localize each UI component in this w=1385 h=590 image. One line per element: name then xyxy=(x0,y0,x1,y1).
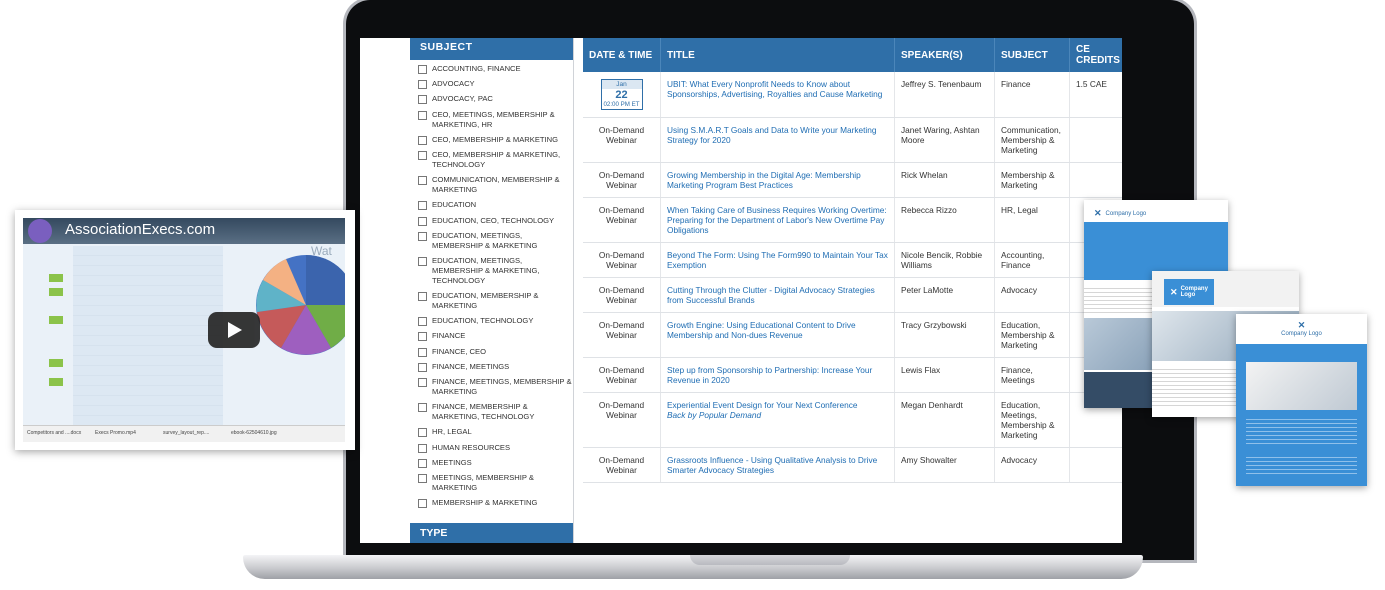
checkbox-icon[interactable] xyxy=(418,292,427,301)
subject-filter-label: EDUCATION, MEETINGS, MEMBERSHIP & MARKETING, TECHNOLOGY xyxy=(432,255,540,285)
title-cell xyxy=(661,448,895,482)
company-logo-icon: ✕ xyxy=(1170,286,1178,297)
checkbox-icon[interactable] xyxy=(418,176,427,185)
title-cell xyxy=(661,118,895,162)
company-logo-icon: ✕ xyxy=(1094,208,1102,218)
subject-filter-label: HR, LEGAL xyxy=(432,427,472,437)
subject-filter-list xyxy=(410,60,573,508)
header-ce-credits[interactable]: CE CREDITS xyxy=(1076,44,1120,66)
subject-filter-label: FINANCE, MEMBERSHIP & MARKETING, TECHNOLOGY xyxy=(432,402,535,422)
subject-filter-label: FINANCE, CEO xyxy=(432,346,487,356)
subject-filter-item[interactable] xyxy=(418,216,573,226)
green-arrow-icon xyxy=(49,288,63,296)
title-cell xyxy=(661,278,895,312)
email-text-block xyxy=(1246,416,1357,446)
title-cell xyxy=(661,393,895,447)
subject-cell: Communication, Membership & Marketing xyxy=(995,118,1070,162)
table-row xyxy=(583,163,1122,198)
webinar-title-link[interactable]: Cutting Through the Clutter - Digital Advocacy Strategies from Successful Brands xyxy=(667,285,875,305)
subject-filter-item[interactable] xyxy=(418,79,573,89)
date-cell: On-Demand Webinar xyxy=(583,278,661,312)
subject-filter-item[interactable] xyxy=(418,458,573,468)
speakers-cell: Megan Denhardt xyxy=(895,393,995,447)
date-cell: On-Demand Webinar xyxy=(583,313,661,357)
subject-filter-item[interactable] xyxy=(418,427,573,437)
table-row xyxy=(583,278,1122,313)
subject-filter-item[interactable] xyxy=(418,94,573,104)
company-logo-text: Company Logo xyxy=(1281,331,1322,337)
table-row xyxy=(583,243,1122,278)
subject-filter-label: ACCOUNTING, FINANCE xyxy=(432,64,521,73)
checkbox-icon[interactable] xyxy=(418,332,427,341)
subject-filter-label: MEMBERSHIP & MARKETING xyxy=(432,498,538,508)
subject-cell: Membership & Marketing xyxy=(995,163,1070,197)
date-cell: On-Demand Webinar xyxy=(583,358,661,392)
email-footer xyxy=(1246,454,1357,476)
webinar-title-link[interactable]: Step up from Sponsorship to Partnership: Increase Your Revenue in 2020 xyxy=(667,365,873,385)
table-header xyxy=(583,38,1122,72)
header-speakers[interactable]: SPEAKER(S) xyxy=(895,38,995,72)
email-template-3 xyxy=(1236,314,1367,486)
spreadsheet-row xyxy=(73,286,223,296)
subject-filter-item[interactable] xyxy=(418,362,573,372)
subject-filter-item[interactable] xyxy=(418,347,573,357)
speakers-cell: Nicole Bencik, Robbie Williams xyxy=(895,243,995,277)
company-logo-text: Company Logo xyxy=(1105,210,1147,217)
checkbox-icon[interactable] xyxy=(418,363,427,372)
checkbox-icon[interactable] xyxy=(418,217,427,226)
credits-cell xyxy=(1070,163,1122,197)
subject-cell: Education, Membership & Marketing xyxy=(995,313,1070,357)
speakers-cell: Peter LaMotte xyxy=(895,278,995,312)
speakers-cell: Amy Showalter xyxy=(895,448,995,482)
green-arrow-icon xyxy=(49,359,63,367)
webinar-title-link[interactable]: Beyond The Form: Using The Form990 to Maintain Your Tax Exemption xyxy=(667,250,888,270)
company-logo-icon: ✕ xyxy=(1297,320,1306,330)
spreadsheet-row xyxy=(73,256,223,266)
green-arrow-icon xyxy=(49,316,63,324)
subject-filter-item[interactable] xyxy=(418,175,573,195)
title-cell xyxy=(661,72,895,117)
checkbox-icon[interactable] xyxy=(418,499,427,508)
date-cell: On-Demand Webinar xyxy=(583,243,661,277)
subject-filter-item[interactable] xyxy=(418,231,573,251)
webinar-title-link[interactable]: Grassroots Influence - Using Qualitative Analysis to Drive Smarter Advocacy Strategies xyxy=(667,455,878,475)
subject-filter-label: CEO, MEMBERSHIP & MARKETING xyxy=(432,134,559,144)
date-cell: On-Demand Webinar xyxy=(583,163,661,197)
spreadsheet-row xyxy=(73,296,223,306)
spreadsheet-row xyxy=(73,276,223,286)
checkbox-icon[interactable] xyxy=(418,403,427,412)
subject-filter-label: ADVOCACY xyxy=(432,79,475,89)
taskbar-file-item[interactable]: ebook-62504610.jpg xyxy=(231,430,277,436)
calendar-icon xyxy=(601,79,643,110)
header-title[interactable]: TITLE xyxy=(661,38,895,72)
subject-filter-sidebar xyxy=(410,38,574,543)
subject-filter-label: EDUCATION, CEO, TECHNOLOGY xyxy=(432,215,555,225)
green-arrow-icon xyxy=(49,274,63,282)
speakers-cell: Jeffrey S. Tenenbaum xyxy=(895,72,995,117)
checkbox-icon[interactable] xyxy=(418,201,427,210)
calendar-time: 02:00 PM ET xyxy=(603,101,640,108)
webinar-subtitle[interactable]: Back by Popular Demand xyxy=(667,410,762,420)
subject-filter-item[interactable] xyxy=(418,135,573,145)
table-row xyxy=(583,198,1122,243)
table-row xyxy=(583,72,1122,118)
subject-filter-item[interactable] xyxy=(418,64,573,74)
title-cell xyxy=(661,163,895,197)
webinar-title-link[interactable]: Growth Engine: Using Educational Content to Drive Membership and Non-dues Revenue xyxy=(667,320,856,340)
checkbox-icon[interactable] xyxy=(418,459,427,468)
table-row xyxy=(583,448,1122,483)
subject-filter-item[interactable] xyxy=(418,377,573,397)
video-preview-card xyxy=(15,210,355,450)
table-row xyxy=(583,358,1122,393)
email-photo xyxy=(1246,362,1357,410)
subject-filter-item[interactable] xyxy=(418,402,573,422)
subject-filter-heading: SUBJECT xyxy=(410,38,573,60)
spreadsheet-row xyxy=(73,316,223,326)
spreadsheet-row xyxy=(73,306,223,316)
laptop-screen xyxy=(360,38,1122,543)
subject-filter-item[interactable] xyxy=(418,110,573,130)
checkbox-icon[interactable] xyxy=(418,257,427,266)
subject-filter-label: FINANCE, MEETINGS, MEMBERSHIP & MARKETING xyxy=(432,377,572,396)
logo-line-1: Company xyxy=(1180,286,1208,292)
subject-filter-item[interactable] xyxy=(418,498,573,508)
spreadsheet-row xyxy=(73,336,223,346)
subject-cell: Accounting, Finance xyxy=(995,243,1070,277)
taskbar-file-item[interactable]: Competitors and ....docx xyxy=(27,430,82,436)
taskbar-file-item[interactable]: survey_layout_rep.... xyxy=(163,430,210,436)
green-arrow-icon xyxy=(49,378,63,386)
checkbox-icon[interactable] xyxy=(418,111,427,120)
subject-filter-item[interactable] xyxy=(418,443,573,453)
taskbar-file-item[interactable]: Execs Promo.mp4 xyxy=(95,430,136,436)
checkbox-icon[interactable] xyxy=(418,378,427,387)
checkbox-icon[interactable] xyxy=(418,348,427,357)
webinar-title-link[interactable]: Using S.M.A.R.T Goals and Data to Write your Marketing Strategy for 2020 xyxy=(667,125,877,145)
subject-filter-label: CEO, MEETINGS, MEMBERSHIP & MARKETING, HR xyxy=(432,109,555,129)
subject-filter-item[interactable] xyxy=(418,150,573,170)
spreadsheet-row xyxy=(73,356,223,366)
subject-filter-label: MEETINGS xyxy=(432,457,472,467)
email-logo-block xyxy=(1164,279,1214,305)
subject-filter-item[interactable] xyxy=(418,331,573,341)
subject-filter-label: COMMUNICATION, MEMBERSHIP & MARKETING xyxy=(432,175,560,195)
table-row xyxy=(583,118,1122,163)
pie-chart-graphic xyxy=(251,250,345,360)
subject-filter-label: EDUCATION, MEETINGS, MEMBERSHIP & MARKETING xyxy=(432,230,538,250)
credits-cell xyxy=(1070,448,1122,482)
subject-filter-label: FINANCE, MEETINGS xyxy=(432,361,510,371)
subject-filter-item[interactable] xyxy=(418,316,573,326)
title-cell xyxy=(661,358,895,392)
subject-filter-label: CEO, MEMBERSHIP & MARKETING, TECHNOLOGY xyxy=(432,149,561,169)
header-subject[interactable]: SUBJECT xyxy=(995,38,1070,72)
webinar-title-link[interactable]: UBIT: What Every Nonprofit Needs to Know about Sponsorships, Advertising, Royalties and Cause Marketing xyxy=(667,79,883,99)
table-row xyxy=(583,393,1122,448)
subject-filter-item[interactable] xyxy=(418,200,573,210)
speakers-cell: Janet Waring, Ashtan Moore xyxy=(895,118,995,162)
calendar-day: 22 xyxy=(615,89,628,101)
webinar-title-link[interactable]: Growing Membership in the Digital Age: Membership Marketing Program Best Practices xyxy=(667,170,861,190)
spreadsheet-row xyxy=(73,246,223,256)
title-cell xyxy=(661,198,895,242)
subject-cell: HR, Legal xyxy=(995,198,1070,242)
subject-filter-item[interactable] xyxy=(418,256,573,286)
title-cell xyxy=(661,243,895,277)
logo-line-2: Logo xyxy=(1180,292,1196,298)
subject-filter-item[interactable] xyxy=(418,291,573,311)
checkbox-icon[interactable] xyxy=(418,151,427,160)
spreadsheet-row xyxy=(73,266,223,276)
subject-cell: Advocacy xyxy=(995,448,1070,482)
subject-cell: Finance, Meetings xyxy=(995,358,1070,392)
spreadsheet-row xyxy=(73,376,223,386)
date-cell: On-Demand Webinar xyxy=(583,448,661,482)
credits-cell xyxy=(1070,118,1122,162)
title-cell xyxy=(661,313,895,357)
subject-filter-label: EDUCATION xyxy=(432,200,477,210)
subject-cell: Advocacy xyxy=(995,278,1070,312)
video-title-bar xyxy=(23,218,345,258)
checkbox-icon[interactable] xyxy=(418,428,427,437)
spreadsheet-row xyxy=(73,326,223,336)
date-cell xyxy=(583,72,661,117)
spreadsheet-row xyxy=(73,346,223,356)
speakers-cell: Tracy Grzybowski xyxy=(895,313,995,357)
checkbox-icon[interactable] xyxy=(418,80,427,89)
spreadsheet-row xyxy=(73,366,223,376)
subject-cell: Finance xyxy=(995,72,1070,117)
checkbox-icon[interactable] xyxy=(418,232,427,241)
subject-filter-label: EDUCATION, MEMBERSHIP & MARKETING xyxy=(432,291,539,311)
table-body xyxy=(583,72,1122,483)
subject-filter-label: FINANCE xyxy=(432,331,466,341)
speakers-cell: Rick Whelan xyxy=(895,163,995,197)
video-overlay-text: Wat xyxy=(311,244,332,258)
date-cell: On-Demand Webinar xyxy=(583,118,661,162)
speakers-cell: Rebecca Rizzo xyxy=(895,198,995,242)
subject-filter-label: HUMAN RESOURCES xyxy=(432,442,511,452)
webinar-title-link[interactable]: Experiential Event Design for Your Next Conference xyxy=(667,400,858,410)
video-frame xyxy=(23,218,345,442)
checkbox-icon[interactable] xyxy=(418,317,427,326)
webinar-title-link[interactable]: When Taking Care of Business Requires Working Overtime: Preparing for the Department of Labor's New Overtime Pay Obligations xyxy=(667,205,887,235)
channel-avatar xyxy=(28,219,52,243)
webinar-table xyxy=(583,38,1122,483)
checkbox-icon[interactable] xyxy=(418,474,427,483)
video-title: AssociationExecs.com xyxy=(65,221,216,238)
subject-cell: Education, Meetings, Membership & Marketing xyxy=(995,393,1070,447)
date-cell: On-Demand Webinar xyxy=(583,393,661,447)
checkbox-icon[interactable] xyxy=(418,136,427,145)
subject-filter-label: ADVOCACY, PAC xyxy=(432,94,493,104)
laptop-notch xyxy=(690,555,850,565)
subject-filter-label: MEETINGS, MEMBERSHIP & MARKETING xyxy=(432,472,534,492)
checkbox-icon[interactable] xyxy=(418,95,427,104)
spreadsheet-row xyxy=(73,396,223,406)
type-filter-heading[interactable]: TYPE xyxy=(410,523,573,543)
spreadsheet-row xyxy=(73,386,223,396)
play-button-icon[interactable] xyxy=(208,312,260,348)
date-cell: On-Demand Webinar xyxy=(583,198,661,242)
speakers-cell: Lewis Flax xyxy=(895,358,995,392)
table-row xyxy=(583,313,1122,358)
spreadsheet-rows xyxy=(73,246,223,442)
spreadsheet-row xyxy=(73,406,223,416)
header-date-time[interactable]: DATE & TIME xyxy=(583,38,661,72)
video-taskbar xyxy=(23,425,345,442)
checkbox-icon[interactable] xyxy=(418,65,427,74)
credits-cell: 1.5 CAE xyxy=(1076,79,1107,89)
calendar-month: Jan xyxy=(602,80,642,89)
subject-filter-item[interactable] xyxy=(418,473,573,493)
subject-filter-label: EDUCATION, TECHNOLOGY xyxy=(432,316,534,326)
checkbox-icon[interactable] xyxy=(418,444,427,453)
